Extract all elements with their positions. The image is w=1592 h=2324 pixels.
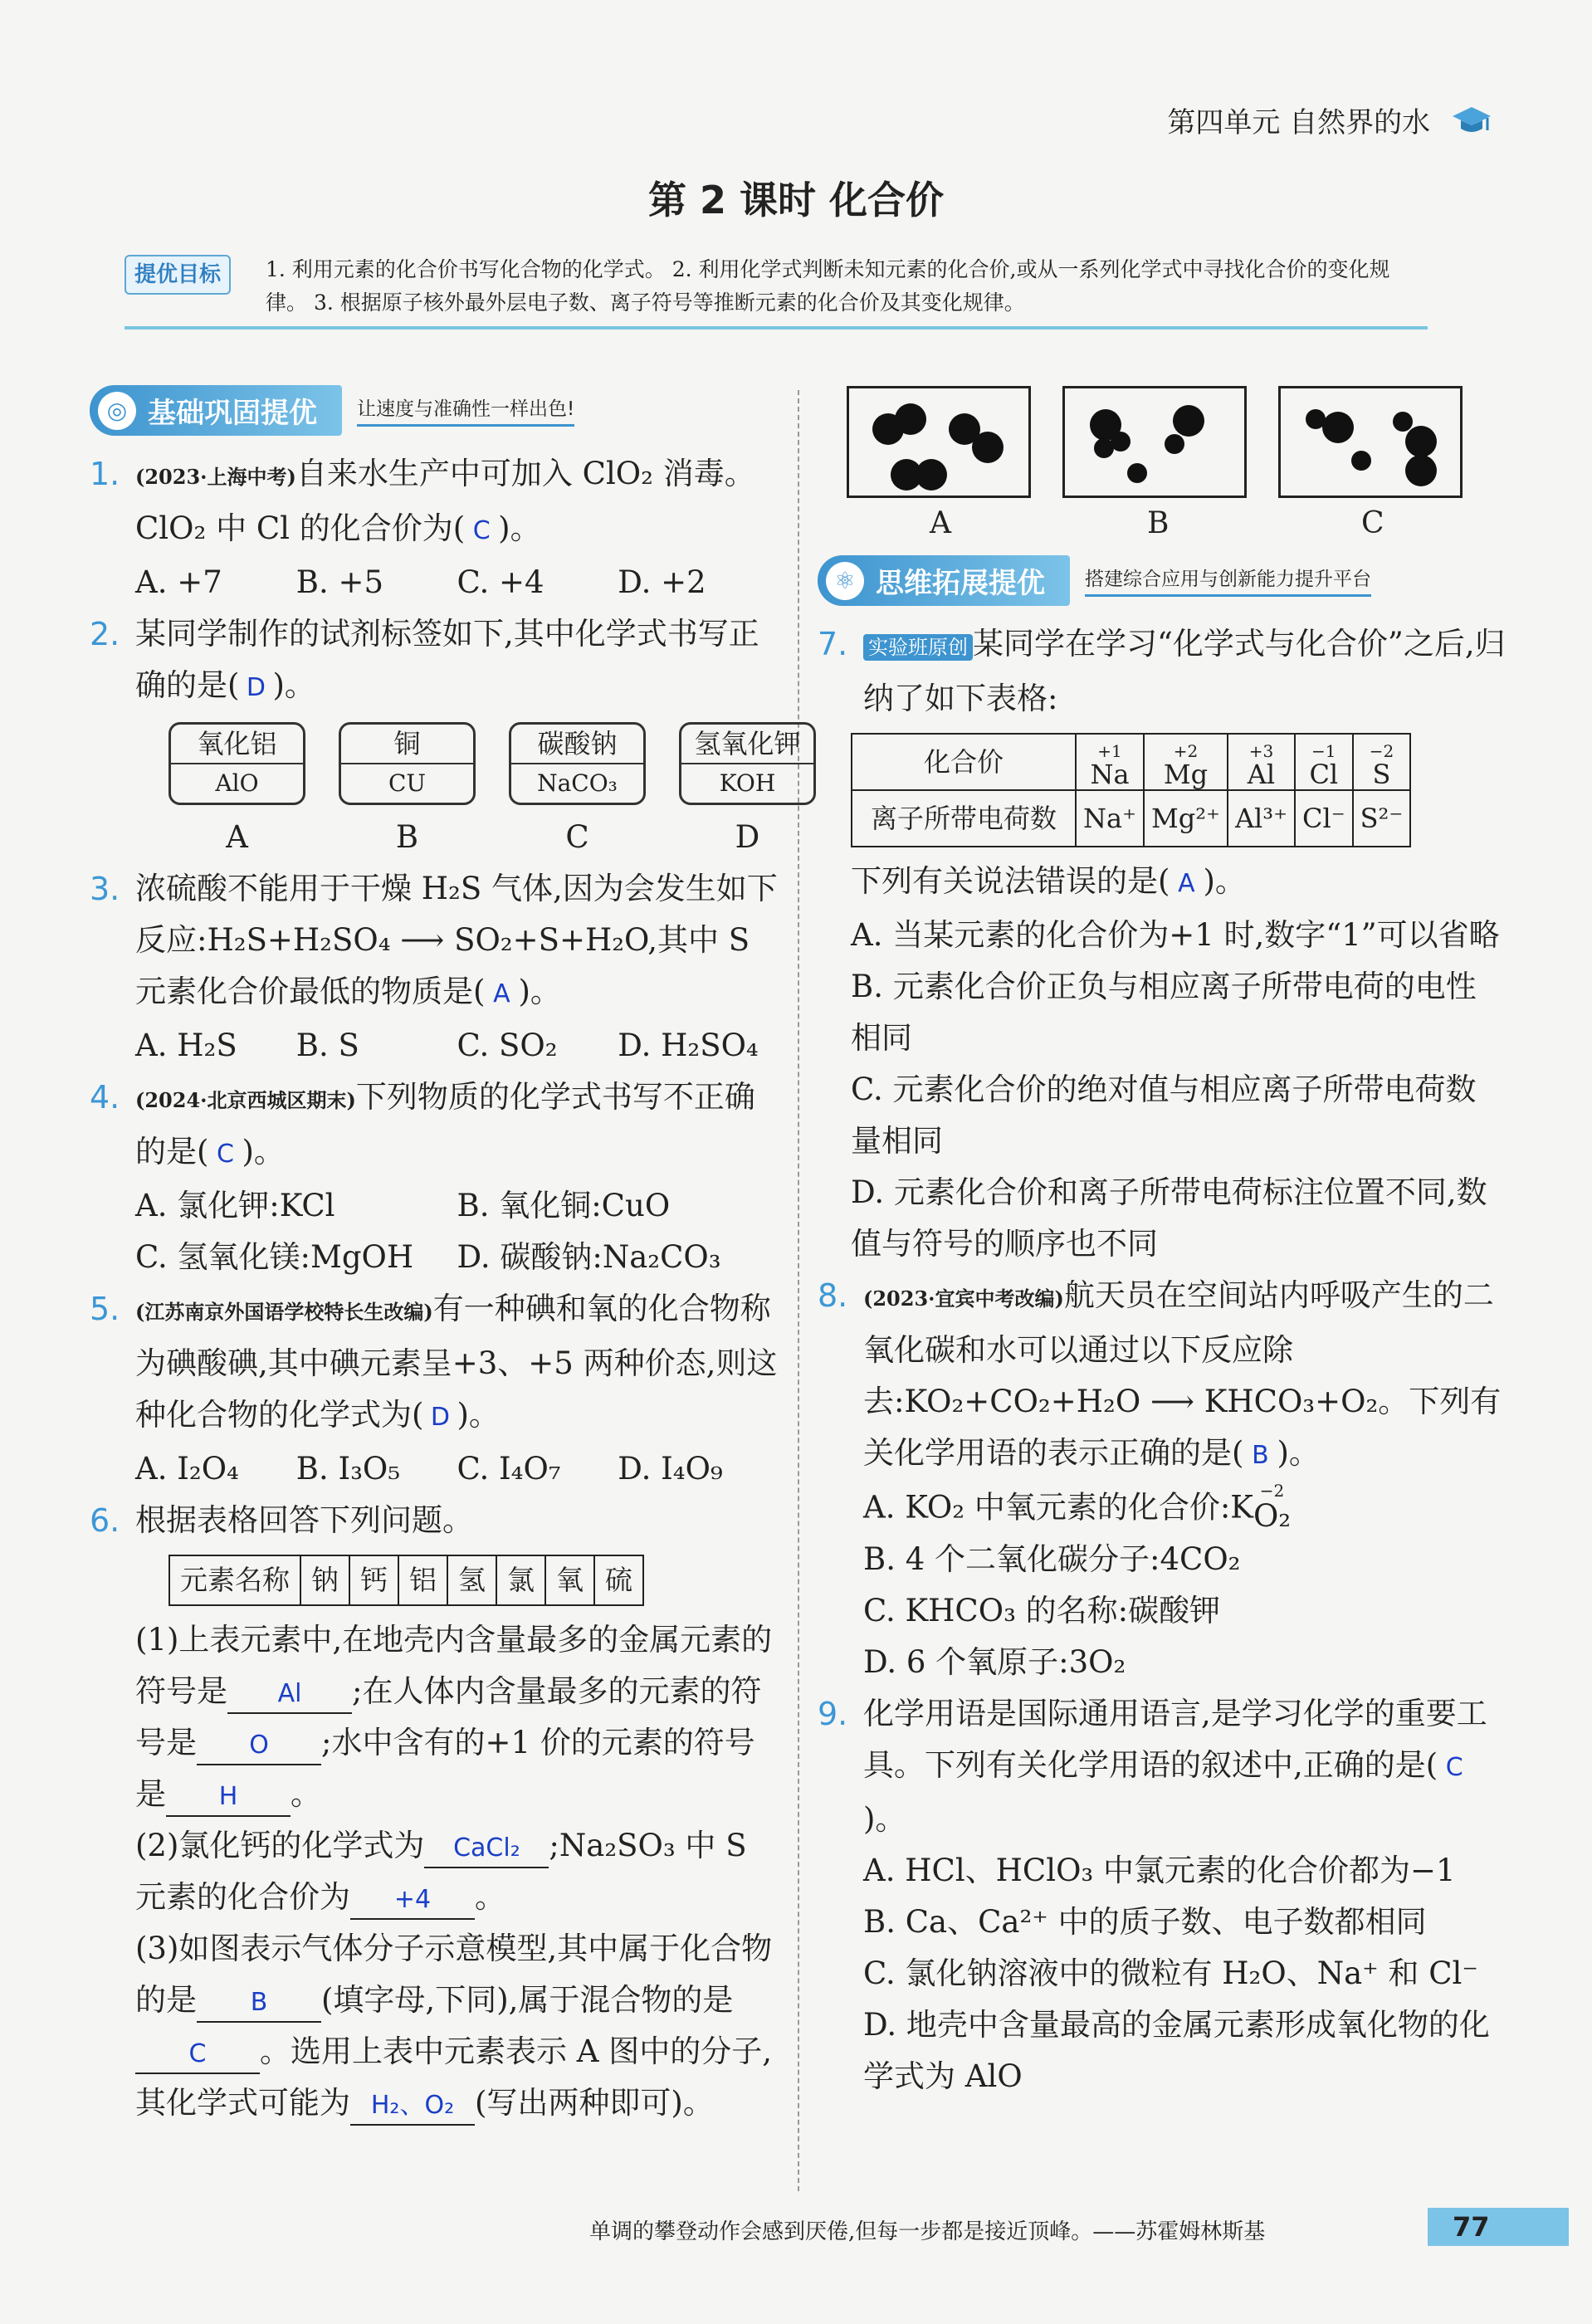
label-letter: D [735, 819, 760, 855]
question-4 [90, 1072, 779, 1283]
text: (2)氯化钙的化学式为 [135, 1828, 425, 1863]
section-basic-banner [90, 384, 574, 436]
option-b: B. +5 [295, 564, 384, 600]
answer-blank: O [197, 1727, 321, 1765]
valence: −1 [1311, 740, 1336, 761]
option-a: A. +7 [135, 564, 222, 600]
section-advanced-subtitle: 搭建综合应用与创新能力提升平台 [1085, 564, 1371, 597]
question-7 [818, 618, 1507, 725]
table-cell: 元素名称 [169, 1555, 300, 1605]
question-stem: 下列物质的化学式书写不正确的是( [135, 1079, 755, 1169]
target-icon: ◎ [98, 392, 136, 430]
text: (3)如图表示气体分子示意模型,其中属于化合物的是 [135, 1931, 773, 2018]
reagent-label [509, 722, 646, 805]
learning-goals [125, 253, 1428, 330]
option-a: A. I₂O₄ [135, 1451, 239, 1487]
atom-dot [1393, 412, 1413, 432]
text: 下列有关说法错误的是( [851, 863, 1170, 899]
valence: +2 [1173, 740, 1199, 761]
footer-quote: 单调的攀登动作会感到厌倦,但每一步都是接近顶峰。——苏霍姆林斯基 [589, 2219, 1266, 2244]
question-source: (2024·北京西城区期末) [135, 1088, 356, 1112]
column-divider [798, 390, 799, 2191]
page-title: 第 2 课时 化合价 [647, 178, 945, 222]
label-name: 氧化铝 [171, 725, 303, 764]
answer: C [1445, 1752, 1463, 1782]
atom-dot [1405, 455, 1437, 486]
option-d: D. 元素化合价和离子所带电荷标注位置不同,数值与符号的顺序也不同 [851, 1174, 1487, 1262]
table-cell: 硫 [594, 1555, 643, 1605]
stem-end: )。 [272, 667, 315, 703]
option-c: C. SO₂ [457, 1028, 558, 1063]
atom-dot [916, 459, 947, 491]
row-header: 化合价 [852, 734, 1076, 790]
label-letter: A [226, 819, 248, 855]
option-c: C. I₄O₇ [457, 1451, 561, 1487]
answer: D [430, 1403, 450, 1432]
question-number: 8. [818, 1277, 848, 1314]
ion: S²⁻ [1353, 790, 1411, 847]
reagent-label [168, 722, 305, 805]
label-formula: CU [388, 769, 427, 797]
right-column [818, 618, 1507, 2102]
table-cell: 氢 [447, 1555, 496, 1605]
table-cell: 钠 [300, 1555, 349, 1605]
label-name: 铜 [341, 725, 473, 764]
element-symbol: Na [1090, 758, 1130, 790]
text: A. KO₂ 中氧元素的化合价:K [863, 1489, 1253, 1526]
question-number: 1. [90, 456, 120, 492]
question-number: 7. [818, 626, 848, 662]
option-b: B. 氧化铜:CuO [457, 1188, 671, 1223]
question-6 [90, 1495, 779, 2129]
question-2 [90, 608, 779, 714]
row-header: 离子所带电荷数 [852, 790, 1076, 847]
stem-end: )。 [457, 1397, 500, 1433]
label-formula: NaCO₃ [537, 769, 618, 797]
option-b: B. Ca、Ca²⁺ 中的质子数、电子数都相同 [863, 1903, 1427, 1940]
section-advanced-title: 思维拓展提优 [876, 566, 1045, 600]
option-c: C. 氯化钠溶液中的微粒有 H₂O、Na⁺ 和 Cl⁻ [863, 1955, 1478, 1991]
atom-dot [895, 403, 926, 435]
unit-header [1167, 100, 1492, 144]
option-b: B. 4 个二氧化碳分子:4CO₂ [863, 1540, 1241, 1577]
q7-ask [818, 856, 1507, 910]
options [135, 1232, 779, 1283]
question-number: 6. [90, 1502, 120, 1539]
q6-part1 [135, 1614, 779, 1820]
goals-text: 1. 利用元素的化合价书写化合物的化学式。 2. 利用化学式判断未知元素的化合价,或从一系列化学式中寻找化合价的变化规律。 3. 根据原子核外最外层电子数、离子符号等推断元素的化合价及其变化规律。 [266, 257, 1390, 315]
label-name: 碳酸钠 [511, 725, 643, 764]
question-stem: 有一种碘和氧的化合物称为碘酸碘,其中碘元素呈+3、+5 两种价态,则这种化合物的化学式为( [135, 1291, 778, 1433]
label-letters [168, 812, 816, 863]
element-table [168, 1555, 644, 1606]
answer: C [472, 516, 491, 545]
q7-options [818, 910, 1507, 1270]
valence: +1 [1097, 740, 1122, 761]
atom-dot [972, 432, 1004, 463]
original-tag: 实验班原创 [863, 634, 973, 661]
option-a [863, 1482, 1507, 1534]
model-box-c [1278, 386, 1463, 498]
question-stem: 浓硫酸不能用于干燥 H₂S 气体,因为会发生如下反应:H₂S+H₂SO₄ ⟶ SO₂+S+H₂O,其中 S 元素化合价最低的物质是( [135, 871, 778, 1009]
question-stem: 某同学制作的试剂标签如下,其中化学式书写正确的是( [135, 616, 759, 703]
table-cell: 铝 [398, 1555, 447, 1605]
option-a: A. HCl、HClO₃ 中氯元素的化合价都为−1 [863, 1852, 1456, 1888]
atom-dot [1322, 412, 1354, 443]
answer-blank: CaCl₂ [424, 1830, 549, 1868]
text: ;在人体内含量最多的元素的符号是 [135, 1673, 762, 1760]
question-number: 3. [90, 871, 120, 907]
text: (写出两种即可)。 [475, 2085, 714, 2121]
option-a: A. 当某元素的化合价为+1 时,数字“1”可以省略 [851, 917, 1500, 953]
q6-part3 [135, 1923, 779, 2129]
options [135, 557, 779, 608]
atom-dot [1173, 405, 1204, 437]
text: ;Na₂SO₃ 中 S 元素的化合价为 [135, 1828, 747, 1915]
stem-end: )。 [518, 974, 561, 1009]
question-source: (2023·上海中考) [135, 465, 296, 489]
section-basic-subtitle: 让速度与准确性一样出色! [357, 393, 574, 427]
valence: −2 [1259, 1481, 1285, 1501]
question-source: (江苏南京外国语学校特长生改编) [135, 1300, 433, 1324]
text: (填字母,下同),属于混合物的是 [321, 1982, 734, 2018]
label-formula: AlO [215, 769, 259, 797]
valence: −2 [1369, 740, 1394, 761]
element-symbol: O₂ [1253, 1498, 1292, 1534]
answer: C [216, 1140, 234, 1169]
option-c: C. KHCO₃ 的名称:碳酸钾 [863, 1592, 1221, 1628]
atom-dot [1165, 434, 1184, 454]
answer: D [246, 673, 266, 702]
element-symbol: Cl [1309, 758, 1339, 790]
section-advanced-banner [818, 554, 1371, 606]
valence-table [851, 733, 1411, 847]
element-symbol: Al [1247, 758, 1276, 790]
options [135, 1180, 779, 1232]
text: ;水中含有的+1 价的元素的符号是 [135, 1725, 755, 1812]
answer: A [493, 979, 510, 1008]
answer-blank: Al [227, 1676, 352, 1714]
answer-blank: C [135, 2036, 260, 2074]
question-source: (2023·宜宾中考改编) [863, 1286, 1064, 1311]
question-stem: 航天员在空间站内呼吸产生的二氧化碳和水可以通过以下反应除去:KO₂+CO₂+H₂O ⟶ KHCO₃+O₂。下列有关化学用语的表示正确的是( [863, 1277, 1502, 1471]
label-letter: C [565, 819, 589, 855]
option-c: C. +4 [457, 564, 545, 600]
text: 。选用上表中元素表示 A 图中的分子,其化学式可能为 [135, 2034, 773, 2121]
left-column [90, 448, 801, 2129]
question-number: 4. [90, 1079, 120, 1116]
ion: Na⁺ [1076, 790, 1144, 847]
molecule-models [847, 386, 1494, 498]
section-basic-title: 基础巩固提优 [148, 396, 317, 430]
question-stem: 化学用语是国际通用语言,是学习化学的重要工具。下列有关化学用语的叙述中,正确的是( [863, 1695, 1487, 1783]
option-a: A. H₂S [135, 1028, 237, 1063]
goals-tag: 提优目标 [125, 255, 231, 295]
answer-blank: H [166, 1779, 291, 1817]
answer-blank: B [197, 1985, 321, 2023]
atom-dot [1351, 451, 1371, 471]
table-cell: 钙 [349, 1555, 398, 1605]
option-d: D. +2 [618, 564, 706, 600]
ion: Al³⁺ [1228, 790, 1295, 847]
atom-icon: ⚛ [826, 562, 864, 600]
label-formula: KOH [719, 769, 776, 797]
stem-end: )。 [1277, 1435, 1320, 1471]
text: (1)上表元素中,在地壳内含量最多的金属元素的符号是 [135, 1622, 773, 1709]
valence: +3 [1248, 740, 1274, 761]
stem-end: )。 [863, 1800, 906, 1837]
answer-blank: +4 [350, 1882, 475, 1920]
ion: Cl⁻ [1295, 790, 1353, 847]
option-d: D. 碳酸钠:Na₂CO₃ [457, 1239, 721, 1275]
text: 。 [475, 1879, 505, 1915]
options [135, 1443, 779, 1495]
model-label: A [930, 506, 951, 540]
option-a: A. 氯化钾:KCl [135, 1188, 335, 1223]
reagent-label [339, 722, 476, 805]
reagent-label [679, 722, 816, 805]
question-number: 2. [90, 616, 120, 652]
unit-title: 第四单元 自然界的水 [1167, 106, 1431, 139]
option-b: B. I₃O₅ [295, 1451, 401, 1487]
question-5 [90, 1283, 779, 1495]
option-d: D. I₄O₉ [618, 1451, 723, 1487]
question-number: 5. [90, 1291, 120, 1327]
model-box-b [1062, 386, 1247, 498]
atom-dot [1111, 432, 1131, 452]
option-d: D. 地壳中含量最高的金属元素形成氧化物的化学式为 AlO [863, 2006, 1490, 2094]
option-d: D. H₂SO₄ [618, 1028, 759, 1063]
question-8 [818, 1270, 1507, 1688]
options [135, 1020, 779, 1072]
label-letter: B [395, 819, 419, 855]
option-b: B. S [295, 1028, 359, 1063]
atom-dot [1127, 463, 1147, 483]
table-cell: 氯 [496, 1555, 545, 1605]
label-name: 氢氧化钾 [681, 725, 813, 764]
model-box-a [847, 386, 1031, 498]
option-c: C. 元素化合价的绝对值与相应离子所带电荷数量相同 [851, 1072, 1477, 1159]
reagent-labels [168, 722, 816, 805]
stem-end: )。 [498, 510, 541, 546]
stem-end: )。 [242, 1134, 285, 1169]
model-label: C [1361, 506, 1384, 540]
question-stem: 某同学在学习“化学式与化合价”之后,归纳了如下表格: [863, 626, 1506, 716]
option-d: D. 6 个氧原子:3O₂ [863, 1643, 1126, 1680]
answer-blank: H₂、O₂ [350, 2087, 475, 2126]
question-stem: 根据表格回答下列问题。 [135, 1502, 473, 1538]
graduation-cap-icon [1451, 104, 1492, 144]
element-symbol: Mg [1163, 758, 1209, 790]
ion: Mg²⁺ [1144, 790, 1228, 847]
atom-dot [1405, 426, 1437, 457]
text: )。 [1203, 863, 1246, 899]
answer: A [1178, 869, 1195, 898]
question-3 [90, 863, 779, 1072]
answer: B [1252, 1441, 1269, 1470]
question-9 [818, 1688, 1507, 2102]
table-cell: 氧 [545, 1555, 594, 1605]
option-b: B. 元素化合价正负与相应离子所带电荷的电性相同 [851, 969, 1477, 1056]
question-stem: 自来水生产中可加入 ClO₂ 消毒。ClO₂ 中 Cl 的化合价为( [135, 456, 755, 546]
q6-part2 [135, 1820, 779, 1923]
option-c: C. 氢氧化镁:MgOH [135, 1239, 414, 1275]
question-1 [90, 448, 779, 608]
page-number: 77 [1428, 2208, 1569, 2246]
model-label: B [1147, 506, 1170, 540]
question-number: 9. [818, 1695, 848, 1732]
text: 。 [291, 1776, 321, 1812]
element-symbol: S [1372, 758, 1391, 790]
